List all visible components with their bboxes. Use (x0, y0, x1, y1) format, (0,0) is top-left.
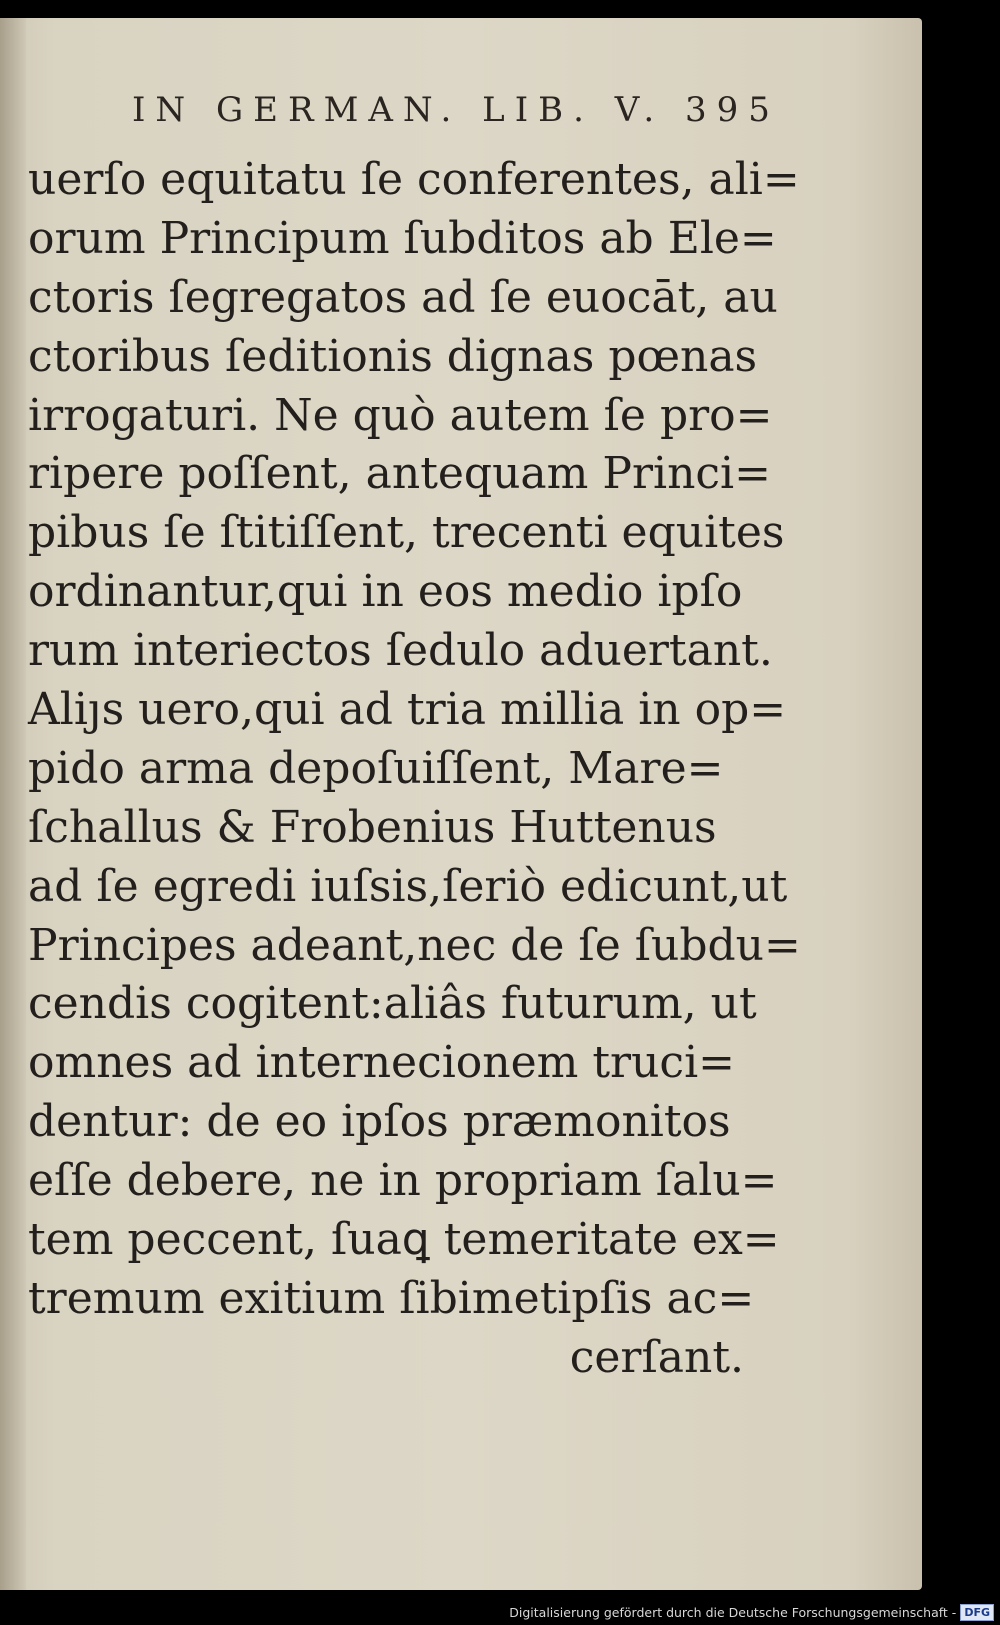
text-line: ſchallus & Frobenius Huttenus (28, 801, 717, 853)
text-line: eſſe debere, ne in propriam ſalu= (28, 1155, 778, 1207)
text-line: ctoris ſegregatos ad ſe euocāt, au (28, 271, 778, 323)
text-line: omnes ad internecionem truci= (28, 1037, 736, 1089)
book-page (0, 18, 922, 1590)
text-line: tem peccent, ſuaꝗ temeritate ex= (28, 1214, 780, 1266)
text-line: Principes adeant,nec de ſe ſubdu= (28, 919, 801, 971)
text-line: pibus ſe ſtitiſſent, trecenti equites (28, 507, 785, 559)
text-line: ctoribus ſeditionis dignas pœnas (28, 330, 758, 382)
text-line: cendis cogitent:aliâs futurum, ut (28, 978, 757, 1030)
text-line: uerſo equitatu ſe conferentes, ali= (28, 154, 800, 205)
text-line: pido arma depoſuiſſent, Mare= (28, 742, 724, 794)
text-line: ripere poſſent, antequam Princi= (28, 448, 771, 500)
text-line: dentur: de eo ipſos præmonitos (28, 1096, 731, 1148)
text-line: tremum exitium ſibimetipſis ac= (28, 1272, 755, 1324)
digitization-credit (509, 1604, 994, 1621)
catchword: cerſant. (569, 1331, 744, 1383)
running-header: IN GERMAN. LIB. V. 395 (132, 90, 780, 130)
text-line: irrogaturi. Ne quò autem ſe pro= (28, 389, 773, 441)
text-line: orum Principum ſubditos ab Ele= (28, 212, 777, 264)
body-text (28, 151, 801, 1388)
text-line: rum interiectos ſedulo aduertant. (28, 625, 773, 677)
text-line: ordinantur,qui in eos medio ipſo (28, 566, 743, 618)
credit-text: Digitalisierung gefördert durch die Deutsche Forschungsgemeinschaft - (509, 1605, 957, 1620)
text-line: Aliȷs uero,qui ad tria millia in op= (28, 684, 787, 736)
dfg-logo: DFG (960, 1604, 994, 1621)
text-line: ad ſe egredi iuſsis,ſeriò edicunt,ut (28, 860, 788, 912)
